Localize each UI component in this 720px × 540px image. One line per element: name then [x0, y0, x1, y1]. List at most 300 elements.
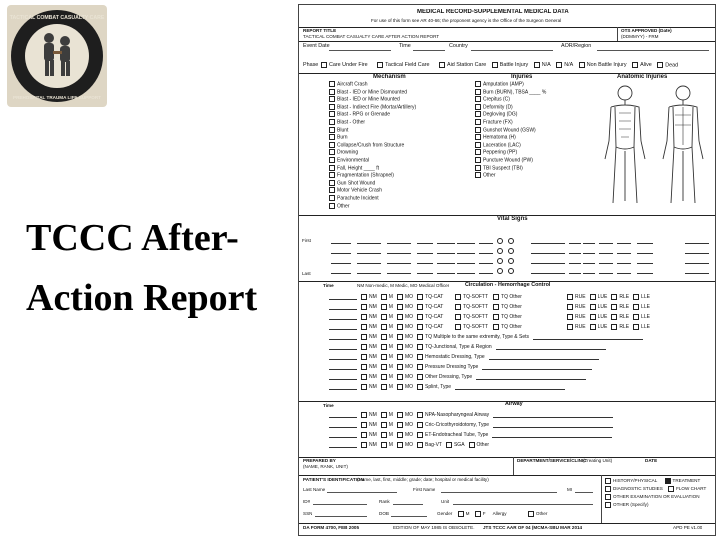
- vitals-input[interactable]: [531, 253, 565, 254]
- checkbox[interactable]: [397, 324, 403, 330]
- checkbox[interactable]: [446, 442, 452, 448]
- checkbox[interactable]: [321, 62, 327, 68]
- vitals-input[interactable]: [637, 273, 653, 274]
- checkbox[interactable]: [567, 304, 573, 310]
- vitals-input[interactable]: [387, 273, 411, 274]
- checkbox[interactable]: [329, 187, 335, 193]
- checkbox[interactable]: [329, 89, 335, 95]
- checkbox[interactable]: [417, 384, 423, 390]
- vitals-input[interactable]: [331, 263, 351, 264]
- checkbox[interactable]: [329, 127, 335, 133]
- department-sub: (Treating Unit): [583, 458, 613, 463]
- vitals-input[interactable]: [569, 243, 581, 244]
- tccc-seal-icon: [7, 5, 107, 107]
- vitals-input[interactable]: [457, 273, 475, 274]
- vitals-input[interactable]: [685, 273, 709, 274]
- checkbox[interactable]: [381, 324, 387, 330]
- checkbox[interactable]: [329, 142, 335, 148]
- footer-mid: EDITION OF MAY 1985 IS OBSOLETE.: [393, 525, 475, 530]
- checkbox[interactable]: [329, 149, 335, 155]
- vitals-input[interactable]: [617, 253, 631, 254]
- checkbox[interactable]: [611, 294, 617, 300]
- text-input[interactable]: [476, 374, 586, 380]
- checkbox[interactable]: [475, 104, 481, 110]
- checkbox[interactable]: [361, 314, 367, 320]
- checkbox[interactable]: [377, 62, 383, 68]
- airway-row: NM M MO NPA-Nasopharyngeal Airway: [329, 411, 613, 420]
- vitals-input[interactable]: [387, 253, 411, 254]
- checkbox[interactable]: [475, 127, 481, 133]
- time-input[interactable]: [329, 304, 357, 310]
- checkbox[interactable]: [381, 334, 387, 340]
- vitals-header: Vital Signs: [497, 216, 528, 222]
- temp-unit-radio[interactable]: [508, 248, 514, 254]
- vitals-input[interactable]: [599, 263, 613, 264]
- checkbox[interactable]: [493, 304, 499, 310]
- checkbox[interactable]: [475, 81, 481, 87]
- vitals-input[interactable]: [569, 253, 581, 254]
- hem-row: NM M MO TQ-CAT TQ-SOFTT TQ Other RUE LUE RLE LLE: [329, 313, 654, 322]
- vitals-input[interactable]: [457, 253, 475, 254]
- checkbox[interactable]: [361, 432, 367, 438]
- vitals-input[interactable]: [387, 263, 411, 264]
- vitals-input[interactable]: [599, 243, 613, 244]
- checkbox[interactable]: [361, 422, 367, 428]
- hem-row: NM M MO Splint, Type: [329, 383, 565, 392]
- checkbox[interactable]: [361, 384, 367, 390]
- mechanism-header: Mechanism: [373, 74, 406, 80]
- checkbox[interactable]: [611, 304, 617, 310]
- footer-center: JTS TCCC AAR OF 04 (MCMA-SBU MAR 2014: [483, 525, 583, 530]
- time-input[interactable]: [329, 384, 357, 390]
- airway-header: Airway: [505, 401, 523, 407]
- checkbox[interactable]: [469, 442, 475, 448]
- phase-options: Care Under Fire Tactical Field Care Aid Station Care Battle Injury N/A N/A Non Battle Injury Alive Dead: [321, 62, 713, 69]
- checkbox[interactable]: [439, 62, 445, 68]
- checkbox[interactable]: [361, 334, 367, 340]
- gender-row: Gender M F Allergy Other: [437, 511, 548, 517]
- checkbox[interactable]: [381, 354, 387, 360]
- checkbox[interactable]: [633, 294, 639, 300]
- text-input[interactable]: [493, 412, 613, 418]
- time-input[interactable]: [329, 412, 357, 418]
- checkbox[interactable]: [381, 294, 387, 300]
- vitals-input[interactable]: [637, 253, 653, 254]
- vitals-input[interactable]: [357, 263, 381, 264]
- vitals-input[interactable]: [417, 263, 433, 264]
- vitals-input[interactable]: [569, 273, 581, 274]
- patient-id-label: PATIENT'S IDENTIFICATION: [303, 477, 364, 482]
- vitals-input[interactable]: [617, 243, 631, 244]
- vitals-input[interactable]: [531, 263, 565, 264]
- text-input[interactable]: [492, 432, 612, 438]
- checkbox[interactable]: [361, 364, 367, 370]
- time-input[interactable]: [329, 324, 357, 330]
- checkbox[interactable]: [590, 304, 596, 310]
- vitals-input[interactable]: [479, 253, 493, 254]
- temp-unit-radio[interactable]: [508, 268, 514, 274]
- checkbox[interactable]: [668, 486, 674, 492]
- checkbox[interactable]: [381, 344, 387, 350]
- checkbox[interactable]: [329, 134, 335, 140]
- checkbox[interactable]: [475, 142, 481, 148]
- temp-unit-radio[interactable]: [508, 258, 514, 264]
- checkbox[interactable]: [361, 294, 367, 300]
- vitals-input[interactable]: [457, 243, 475, 244]
- checkbox[interactable]: [329, 81, 335, 87]
- checkbox[interactable]: [397, 304, 403, 310]
- checkbox[interactable]: [329, 172, 335, 178]
- checkbox[interactable]: [329, 165, 335, 171]
- text-input[interactable]: [455, 384, 565, 390]
- vitals-input[interactable]: [637, 243, 653, 244]
- checkbox[interactable]: [397, 432, 403, 438]
- report-title: TACTICAL COMBAT CASUALTY CARE AFTER ACTION REPORT: [303, 34, 440, 39]
- time-label: Time: [399, 43, 411, 49]
- checkbox[interactable]: [329, 195, 335, 201]
- patient-id-sub: (Name, last, first, middle; grade; date; hospital or medical facility): [357, 477, 489, 482]
- logo-bottom-text: PREHOSPITAL TRAUMA LIFE SUPPORT: [13, 95, 101, 100]
- checkbox[interactable]: [590, 294, 596, 300]
- vitals-input[interactable]: [531, 243, 565, 244]
- text-input[interactable]: [489, 354, 599, 360]
- checkbox[interactable]: [329, 157, 335, 163]
- checkbox[interactable]: [534, 62, 540, 68]
- vitals-last-label: Last: [302, 271, 311, 276]
- list-item: Degloving (DG): [475, 111, 585, 119]
- checkbox[interactable]: [397, 294, 403, 300]
- vitals-row: [303, 267, 713, 276]
- checkbox[interactable]: [329, 104, 335, 110]
- list-item: Collapse/Crush from Structure: [329, 142, 479, 150]
- checkbox[interactable]: [329, 111, 335, 117]
- checkbox[interactable]: [361, 374, 367, 380]
- checkbox[interactable]: [475, 172, 481, 178]
- temp-unit-radio[interactable]: [497, 238, 503, 244]
- checkbox[interactable]: [475, 134, 481, 140]
- vitals-input[interactable]: [457, 263, 475, 264]
- list-item: Crepitus (C): [475, 96, 585, 104]
- record-type-checks: HISTORY/PHYSICAL TREATMENT DIAGNOSTIC STUDIES FLOW CHART OTHER EXAMINATION OR EVALUATION OTHER (Specify): [605, 478, 715, 510]
- airway-time-label: Time: [323, 403, 334, 408]
- checkbox[interactable]: [417, 412, 423, 418]
- vitals-row: [303, 237, 713, 246]
- vitals-input[interactable]: [479, 263, 493, 264]
- hem-row: NM M MO Pressure Dressing Type: [329, 363, 592, 372]
- checkbox[interactable]: [417, 442, 423, 448]
- checkbox[interactable]: [633, 324, 639, 330]
- hem-time-label: Time: [323, 283, 334, 288]
- checkbox[interactable]: [417, 294, 423, 300]
- checkbox[interactable]: [381, 304, 387, 310]
- checkbox[interactable]: [492, 62, 498, 68]
- checkbox[interactable]: [657, 62, 663, 68]
- hem-row: NM M MO TQ-CAT TQ-SOFTT TQ Other RUE LUE RLE LLE: [329, 303, 654, 312]
- list-item: Other: [329, 203, 479, 211]
- tccc-logo: [7, 5, 107, 107]
- temp-unit-radio[interactable]: [497, 268, 503, 274]
- time-input[interactable]: [329, 442, 357, 448]
- vitals-input[interactable]: [357, 243, 381, 244]
- time-input[interactable]: [329, 432, 357, 438]
- checkbox[interactable]: [493, 314, 499, 320]
- checkbox[interactable]: [475, 165, 481, 171]
- checkbox[interactable]: [361, 344, 367, 350]
- hem-row: NM M MO Other Dressing, Type: [329, 373, 586, 382]
- checkbox[interactable]: [455, 314, 461, 320]
- checkbox[interactable]: [381, 432, 387, 438]
- footer-right: APD PE v1.00: [673, 525, 703, 530]
- department-label: DEPARTMENT/SERVICE/CLINIC: [517, 458, 587, 463]
- checkbox[interactable]: [361, 324, 367, 330]
- vitals-input[interactable]: [387, 243, 411, 244]
- vitals-input[interactable]: [599, 273, 613, 274]
- checkbox[interactable]: [397, 412, 403, 418]
- vitals-input[interactable]: [583, 243, 595, 244]
- anatomic-header: Anatomic Injuries: [617, 74, 668, 80]
- unit-label: Unit: [441, 499, 450, 504]
- vitals-input[interactable]: [437, 243, 455, 244]
- list-item: Laceration (LAC): [475, 142, 585, 150]
- time-input[interactable]: [329, 314, 357, 320]
- list-item: Amputation (AMP): [475, 81, 585, 89]
- checkbox[interactable]: [417, 344, 423, 350]
- event-date-label: Event Date: [303, 43, 330, 49]
- vitals-input[interactable]: [583, 253, 595, 254]
- vitals-input[interactable]: [617, 273, 631, 274]
- id-label: ID#: [303, 499, 311, 504]
- checkbox[interactable]: [493, 324, 499, 330]
- hem-header: Circulation - Hemorrhage Control: [465, 282, 551, 288]
- hem-row: NM M MO Hemostatic Dressing, Type: [329, 353, 599, 362]
- checkbox[interactable]: [475, 111, 481, 117]
- vitals-input[interactable]: [331, 273, 351, 274]
- checkbox[interactable]: [417, 304, 423, 310]
- body-diagram-icon[interactable]: [595, 81, 713, 211]
- checkbox[interactable]: [633, 314, 639, 320]
- vitals-input[interactable]: [637, 263, 653, 264]
- checkbox[interactable]: [493, 294, 499, 300]
- vitals-input[interactable]: [599, 253, 613, 254]
- time-input[interactable]: [329, 294, 357, 300]
- temp-unit-radio[interactable]: [497, 258, 503, 264]
- vitals-input[interactable]: [357, 273, 381, 274]
- checkbox[interactable]: [567, 324, 573, 330]
- checkbox[interactable]: [417, 354, 423, 360]
- vitals-input[interactable]: [331, 253, 351, 254]
- checkbox[interactable]: [381, 314, 387, 320]
- list-item: Blast - Indirect Fire (Mortar/Artillery): [329, 104, 479, 112]
- time-input[interactable]: [329, 344, 357, 350]
- checkbox[interactable]: [397, 384, 403, 390]
- checkbox[interactable]: [361, 412, 367, 418]
- list-item: Blast - Other: [329, 119, 479, 127]
- vitals-input[interactable]: [479, 243, 493, 244]
- checkbox[interactable]: [417, 364, 423, 370]
- list-item: Puncture Wound (PW): [475, 157, 585, 165]
- checkbox[interactable]: [567, 294, 573, 300]
- checkbox[interactable]: [417, 314, 423, 320]
- footer-left: DA FORM 4700, FEB 2005: [303, 525, 359, 530]
- checkbox[interactable]: [381, 384, 387, 390]
- checkbox[interactable]: [475, 96, 481, 102]
- checkbox[interactable]: [528, 511, 534, 517]
- airway-row: NM M MO ET-Endotracheal Tube, Type: [329, 431, 612, 440]
- checkbox[interactable]: [397, 374, 403, 380]
- checkbox[interactable]: [455, 304, 461, 310]
- list-item: Aircraft Crash: [329, 81, 479, 89]
- text-input[interactable]: [482, 364, 592, 370]
- vitals-input[interactable]: [685, 243, 709, 244]
- checkbox[interactable]: [458, 511, 464, 517]
- hem-row: NM M MO TQ-CAT TQ-SOFTT TQ Other RUE LUE RLE LLE: [329, 293, 654, 302]
- checkbox[interactable]: [475, 89, 481, 95]
- checkbox[interactable]: [397, 344, 403, 350]
- checkbox[interactable]: [605, 486, 611, 492]
- checkbox[interactable]: [417, 374, 423, 380]
- checkbox[interactable]: [397, 334, 403, 340]
- vitals-input[interactable]: [479, 273, 493, 274]
- checkbox[interactable]: [475, 157, 481, 163]
- list-item: Blunt: [329, 127, 479, 135]
- vitals-first-label: First: [302, 238, 311, 243]
- text-input[interactable]: [533, 334, 643, 340]
- text-input[interactable]: [493, 422, 613, 428]
- time-input[interactable]: [329, 364, 357, 370]
- vitals-input[interactable]: [437, 273, 455, 274]
- checkbox[interactable]: [475, 149, 481, 155]
- list-item: Gun Shot Wound: [329, 180, 479, 188]
- time-input[interactable]: [329, 334, 357, 340]
- checkbox[interactable]: [417, 422, 423, 428]
- last-name-label: Last Name: [303, 487, 326, 492]
- vitals-input[interactable]: [617, 263, 631, 264]
- vitals-input[interactable]: [685, 263, 709, 264]
- checkbox[interactable]: [567, 314, 573, 320]
- vitals-input[interactable]: [583, 273, 595, 274]
- hem-row: NM M MO TQ Multiple to the same extremity, Type & Sets: [329, 333, 643, 342]
- text-input[interactable]: [496, 344, 606, 350]
- list-item: TBI Suspect (TBI): [475, 165, 585, 173]
- dob-label: DOB: [379, 511, 389, 516]
- ots-value: (DDMMYY) - FRM: [621, 34, 659, 39]
- checkbox[interactable]: [590, 324, 596, 330]
- checkbox[interactable]: [455, 294, 461, 300]
- checkbox[interactable]: [329, 119, 335, 125]
- ots-label: OTS APPROVED (Date): [621, 28, 672, 33]
- checkbox[interactable]: [397, 314, 403, 320]
- hem-legend: NM Non-medic, M Medic, MO Medical Officer: [357, 283, 450, 288]
- vitals-input[interactable]: [357, 253, 381, 254]
- checkbox[interactable]: [633, 304, 639, 310]
- vitals-row: [303, 257, 713, 266]
- checkbox[interactable]: [361, 354, 367, 360]
- prepared-by-sub: (NAME, RANK, UNIT): [303, 464, 348, 469]
- list-item: Parachute Incident: [329, 195, 479, 203]
- vitals-input[interactable]: [417, 253, 433, 254]
- list-item: Blast - IED or Mine Mounted: [329, 96, 479, 104]
- checkbox[interactable]: [381, 442, 387, 448]
- vitals-input[interactable]: [569, 263, 581, 264]
- hem-row: NM M MO TQ-Junctional, Type & Region: [329, 343, 606, 352]
- checkbox[interactable]: [605, 502, 611, 508]
- vitals-input[interactable]: [417, 243, 433, 244]
- checkbox[interactable]: [329, 203, 335, 209]
- slide-title: [26, 208, 286, 328]
- vitals-input[interactable]: [331, 243, 351, 244]
- checkbox[interactable]: [381, 412, 387, 418]
- time-input[interactable]: [329, 374, 357, 380]
- logo-top-text: TACTICAL COMBAT CASUALTY CARE: [9, 15, 105, 21]
- vitals-input[interactable]: [417, 273, 433, 274]
- checkbox[interactable]: [381, 422, 387, 428]
- checkbox[interactable]: [417, 324, 423, 330]
- checkbox[interactable]: [556, 62, 562, 68]
- first-name-label: First Name: [413, 487, 436, 492]
- checkbox[interactable]: [605, 478, 611, 484]
- checkbox[interactable]: [611, 314, 617, 320]
- checkbox[interactable]: [361, 304, 367, 310]
- temp-unit-radio[interactable]: [508, 238, 514, 244]
- list-item: Burn (BURN), TBSA ____ %: [475, 89, 585, 97]
- vitals-row: [303, 247, 713, 256]
- checkbox[interactable]: [579, 62, 585, 68]
- time-input[interactable]: [329, 422, 357, 428]
- checkbox[interactable]: [590, 314, 596, 320]
- list-item: Environmental: [329, 157, 479, 165]
- checkbox[interactable]: [361, 442, 367, 448]
- checkbox[interactable]: [381, 364, 387, 370]
- checkbox[interactable]: [611, 324, 617, 330]
- vitals-input[interactable]: [685, 253, 709, 254]
- list-item: Fragmentation (Shrapnel): [329, 172, 479, 180]
- list-item: Fracture (FX): [475, 119, 585, 127]
- checkbox[interactable]: [397, 364, 403, 370]
- form-header-title: MEDICAL RECORD-SUPPLEMENTAL MEDICAL DATA: [417, 9, 569, 15]
- list-item: Fall, Height ____ ft: [329, 165, 479, 173]
- checkbox[interactable]: [397, 442, 403, 448]
- checkbox[interactable]: [417, 334, 423, 340]
- checkbox-checked[interactable]: [665, 478, 671, 484]
- vitals-input[interactable]: [583, 263, 595, 264]
- checkbox[interactable]: [381, 374, 387, 380]
- checkbox[interactable]: [397, 354, 403, 360]
- vitals-input[interactable]: [437, 263, 455, 264]
- checkbox[interactable]: [605, 494, 611, 500]
- checkbox[interactable]: [475, 119, 481, 125]
- vitals-input[interactable]: [531, 273, 565, 274]
- checkbox[interactable]: [455, 324, 461, 330]
- country-label: Country: [449, 43, 468, 49]
- list-item: Blast - IED or Mine Dismounted: [329, 89, 479, 97]
- time-input[interactable]: [329, 354, 357, 360]
- checkbox[interactable]: [329, 180, 335, 186]
- mechanism-list: [329, 81, 479, 210]
- checkbox[interactable]: [475, 511, 481, 517]
- checkbox[interactable]: [632, 62, 638, 68]
- vitals-input[interactable]: [437, 253, 455, 254]
- list-item: Hematoma (H): [475, 134, 585, 142]
- ssn-label: SSN: [303, 511, 313, 516]
- checkbox[interactable]: [329, 96, 335, 102]
- list-item: Drowning: [329, 149, 479, 157]
- prepared-by-label: PREPARED BY: [303, 458, 336, 463]
- checkbox[interactable]: [397, 422, 403, 428]
- list-item: Blast - RPG or Grenade: [329, 111, 479, 119]
- list-item: Peppering (PP): [475, 149, 585, 157]
- checkbox[interactable]: [417, 432, 423, 438]
- temp-unit-radio[interactable]: [497, 248, 503, 254]
